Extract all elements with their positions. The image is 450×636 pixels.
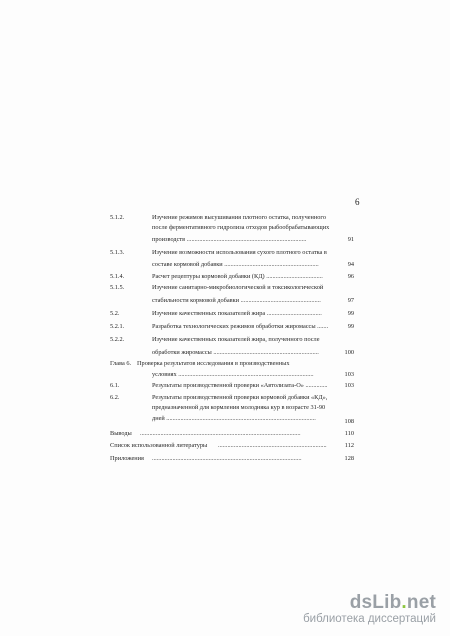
toc-entry-page: 99 <box>347 323 354 330</box>
toc-entry-text: производств ............................................................................ <box>152 236 307 243</box>
toc-entry-text: Проверка результатов исследования в производственных <box>137 360 290 367</box>
toc-entry-number: Выводы <box>110 430 132 437</box>
toc-entry-text: стабильности кормовой добавки ................................................... <box>152 297 321 304</box>
toc-entry-page: 99 <box>347 310 354 317</box>
toc-entry-number: Список использованной литературы <box>110 442 208 449</box>
toc-entry-number: Приложения <box>110 455 144 462</box>
toc-entry-number: 5.2. <box>110 310 120 317</box>
toc-entry-number: 5.2.2. <box>110 336 125 343</box>
toc-entry-text: предназначенной для кормления молодняка кур в возрасте 31-90 <box>152 404 326 411</box>
watermark-brand: dsLib <box>349 592 402 613</box>
toc-entry-number: 5.2.1. <box>110 323 125 330</box>
toc-entry-page: 94 <box>347 261 354 268</box>
toc-entry-number: 6.2. <box>110 394 120 401</box>
toc-entry-number: 5.1.3. <box>110 249 125 256</box>
toc-entry-text: дней ............................................................................................... <box>152 415 316 422</box>
toc-entry-text: условиях ...................................................................................... <box>152 371 314 378</box>
toc-entry-text: Изучение санитарно-микробиологической и токсикологической <box>152 284 324 291</box>
toc-entry-text: ..................................................................... <box>218 442 327 449</box>
toc-entry-text: Изучение качественных показателей жира ................................... <box>152 310 322 317</box>
toc-entry-number: 6.1. <box>110 382 120 389</box>
toc-entry-number: 5.1.4. <box>110 273 125 280</box>
watermark-dot: . <box>401 592 407 613</box>
toc-entry-page: 97 <box>347 297 354 304</box>
toc-entry-text: Разработка технологических режимов обработки жиромассы ....... <box>152 323 329 330</box>
toc-entry-page: 103 <box>344 371 354 378</box>
toc-entry-text: Изучение режимов высушивания плотного остатка, полученного <box>152 214 327 221</box>
toc-entry-number: 5.1.2. <box>110 214 125 221</box>
toc-entry-number: Глава 6. <box>110 360 132 367</box>
toc-entry-page: 112 <box>344 442 354 449</box>
page-number: 6 <box>355 197 360 207</box>
toc-entry-page: 91 <box>347 236 354 243</box>
toc-entry-text: ............................................................................................... <box>152 455 302 462</box>
watermark-logo <box>303 593 436 613</box>
watermark-tld: net <box>406 592 436 613</box>
toc-entry-text: после ферментативного гидролиза отходов рыбообрабатывающих <box>152 224 330 231</box>
toc-entry-text: Изучение качественных показателей жира, полученного после <box>152 336 320 343</box>
watermark-subtitle: библиотека диссертаций <box>303 613 436 625</box>
toc-entry-text: ...................................................................................................... <box>140 430 301 437</box>
toc-entry-text: обработки жиромассы ................................................................... <box>152 349 319 356</box>
toc-entry-page: 110 <box>344 430 354 437</box>
toc-entry-text: Результаты производственной проверки «Автолизата-О» .............. <box>152 382 328 389</box>
toc-entry-text: составе кормовой добавки ............................................................ <box>152 261 319 268</box>
dslib-watermark <box>303 593 436 626</box>
toc-entry-text: Изучение возможности использования сухого плотного остатка в <box>152 249 327 256</box>
toc-entry-page: 100 <box>344 349 354 356</box>
toc-entry-page: 128 <box>344 455 354 462</box>
toc-entry-page: 103 <box>344 382 354 389</box>
toc-entry-page: 96 <box>347 273 354 280</box>
toc-entry-text: Расчет рецептуры кормовой добавки (КД) .................................... <box>152 273 323 280</box>
toc-entry-text: Результаты производственной проверки кормовой добавки «КД», <box>152 394 328 401</box>
toc-entry-number: 5.1.5. <box>110 284 125 291</box>
toc-entry-page: 108 <box>344 418 354 425</box>
